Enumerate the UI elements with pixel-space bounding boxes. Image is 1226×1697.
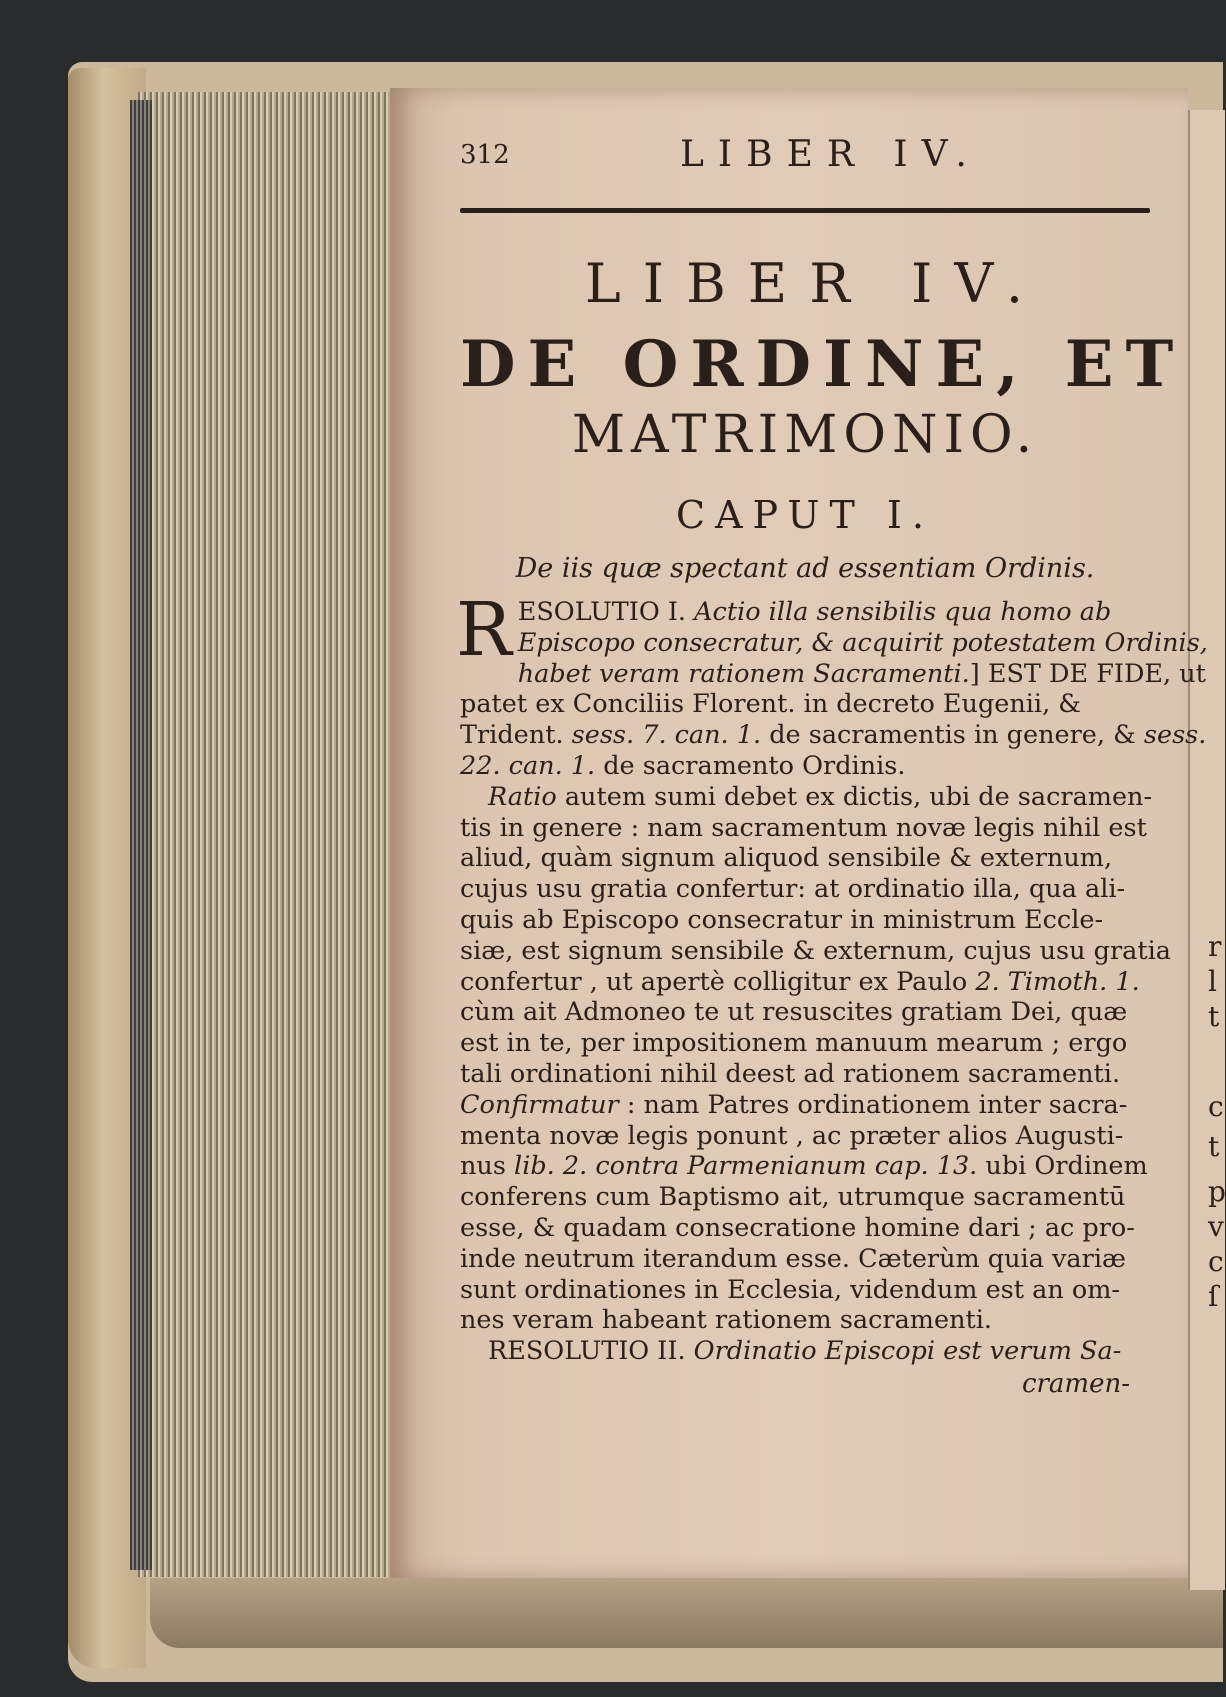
roman-run: nes veram habeant rationem sacramenti. — [460, 1305, 993, 1336]
italic-run: Actio illa sensibilis qua homo ab — [694, 597, 1112, 627]
resolutio-2-text: Ordinatio Episcopi est verum Sa- — [693, 1336, 1122, 1367]
roman-run: conferens cum Baptismo ait, utrumque sacramentū — [460, 1182, 1126, 1213]
header-rule — [460, 208, 1150, 213]
roman-run: cujus usu gratia confertur: at ordinatio illa, qua ali- — [460, 874, 1126, 905]
caput-subtitle: De iis quæ spectant ad essentiam Ordinis. — [515, 553, 1095, 584]
roman-run: tali ordinationi nihil deest ad rationem sacramenti. — [460, 1058, 1121, 1089]
italic-run: Confirmatur — [460, 1089, 619, 1120]
roman-run: inde neutrum iterandum esse. Cæterùm quia variæ — [460, 1243, 1126, 1274]
text-line — [460, 1275, 1150, 1306]
text-line — [460, 997, 1150, 1028]
text-line — [460, 967, 1150, 998]
roman-run: ESOLUTIO I. — [517, 597, 695, 627]
roman-run: de sacramentis in genere, & — [761, 720, 1144, 751]
facing-page-letter: c — [1208, 1245, 1224, 1278]
facing-page-letter: t — [1208, 1130, 1220, 1163]
italic-run: habet veram rationem Sacramenti. — [517, 658, 970, 689]
page-number: 312 — [460, 140, 510, 170]
text-line — [460, 597, 1150, 628]
italic-run: Ratio — [488, 781, 557, 812]
text-line — [460, 658, 1206, 690]
facing-page-letter: t — [1208, 1000, 1220, 1033]
resolutio-2-label: RESOLUTIO II. — [488, 1336, 694, 1367]
text-line — [460, 781, 1153, 813]
roman-run: siæ, est signum sensibile & externum, cujus usu gratia — [460, 935, 1171, 966]
ratio-paragraph — [460, 781, 1171, 1336]
text-line — [460, 905, 1150, 936]
caput-heading: CAPUT I. — [676, 493, 934, 537]
text-line — [460, 1213, 1150, 1244]
text-line — [460, 689, 1150, 720]
roman-run: confertur , ut apertè colligitur ex Paulo — [460, 966, 976, 997]
roman-run: est in te, per impositionem manuum mearum ; ergo — [460, 1028, 1128, 1059]
book-title: LIBER IV. — [584, 252, 1046, 315]
italic-run: sess. 7. can. 1. — [571, 720, 762, 751]
italic-run: lib. 2. contra Parmenianum cap. 13. — [514, 1151, 978, 1182]
roman-run: aliud, quàm signum aliquod sensibile & externum, — [460, 843, 1113, 874]
running-head — [460, 130, 1150, 190]
roman-run: de sacramento Ordinis. — [595, 750, 906, 781]
text-line — [460, 720, 1207, 751]
roman-run: sunt ordinationes in Ecclesia, videndum est an om- — [460, 1274, 1120, 1305]
italic-run: sess. — [1143, 720, 1207, 751]
resolutio-1 — [456, 587, 1208, 782]
chapter-title-line-1: DE ORDINE, ET — [460, 327, 1186, 402]
chapter-title-line-2: MATRIMONIO. — [571, 405, 1039, 465]
text-line — [460, 1028, 1150, 1059]
roman-run: esse, & quadam consecratione homine dari ; ac pro- — [460, 1212, 1135, 1243]
text-line — [460, 1059, 1150, 1090]
text-line — [460, 1121, 1150, 1152]
text-line — [460, 627, 1208, 659]
text-line — [460, 1305, 1150, 1336]
page-edges-shadow — [130, 100, 152, 1570]
text-line — [460, 751, 1150, 782]
facing-page-letter: v — [1208, 1210, 1224, 1243]
roman-run: patet ex Conciliis Florent. in decreto Eugenii, & — [460, 689, 1082, 720]
drop-cap: R — [456, 587, 512, 673]
facing-page-letter: r — [1208, 930, 1222, 963]
text-line — [460, 874, 1150, 905]
facing-page-letter: p — [1208, 1175, 1226, 1208]
roman-run: menta novæ legis ponunt , ac præter alios Augusti- — [460, 1120, 1124, 1151]
roman-run: autem sumi debet ex dictis, ubi de sacramen- — [556, 781, 1153, 812]
italic-run: 22. can. 1. — [460, 750, 596, 781]
italic-run: Episcopo consecratur, & acquirit potestatem Ordinis, — [517, 627, 1208, 658]
text-line — [460, 1244, 1150, 1275]
text-line — [460, 843, 1150, 874]
text-line — [460, 1182, 1150, 1213]
page-edges — [138, 92, 390, 1577]
roman-run: Trident. — [460, 720, 572, 751]
page-content — [456, 130, 1208, 1399]
roman-run: tis in genere : nam sacramentum novæ legis nihil est — [460, 812, 1147, 843]
roman-run: ubi Ordinem — [977, 1151, 1148, 1182]
roman-run: nus — [460, 1151, 515, 1182]
text-line — [460, 935, 1171, 967]
text-line — [460, 1090, 1150, 1121]
running-head-title: LIBER IV. — [680, 134, 981, 175]
roman-run: quis ab Episcopo consecratur in ministrum Eccle- — [460, 904, 1104, 935]
roman-run: ] EST DE FIDE, ut — [969, 658, 1206, 689]
facing-page-edge — [1188, 110, 1225, 1590]
roman-run: : nam Patres ordinationem inter sacra- — [618, 1089, 1128, 1120]
book-bottom-edge — [150, 1578, 1223, 1648]
text-line — [460, 1151, 1150, 1182]
resolutio-2-line — [460, 1336, 1150, 1367]
text-line — [460, 813, 1150, 844]
catchword: cramen- — [1021, 1368, 1130, 1399]
facing-page-letter: l — [1208, 965, 1217, 998]
facing-page-letter: c — [1208, 1090, 1224, 1123]
roman-run: cùm ait Admoneo te ut resuscites gratiam Dei, quæ — [460, 997, 1128, 1028]
italic-run: 2. Timoth. 1. — [975, 966, 1140, 997]
facing-page-letter: ſ — [1208, 1280, 1219, 1313]
